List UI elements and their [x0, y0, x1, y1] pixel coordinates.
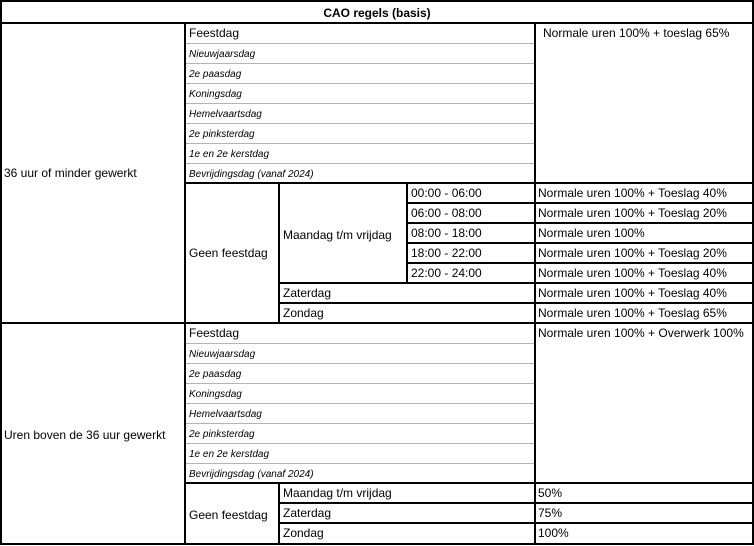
row-divider	[278, 522, 754, 524]
weekday-label: Maandag t/m vrijdag	[283, 228, 392, 242]
holiday-separator	[186, 383, 534, 384]
holiday-separator	[186, 463, 534, 464]
holiday-item: Hemelvaartsdag	[189, 409, 262, 420]
row-divider	[406, 242, 754, 244]
holiday-item: Koningsdag	[189, 89, 242, 100]
holiday-separator	[186, 363, 534, 364]
table-border-left	[0, 0, 2, 545]
holiday-separator	[186, 403, 534, 404]
weekday-rule: 50%	[538, 486, 563, 500]
row-divider	[278, 282, 754, 284]
time-slot: 06:00 - 08:00	[411, 206, 482, 220]
holiday-item: Hemelvaartsdag	[189, 109, 262, 120]
saturday-label: Zaterdag	[283, 506, 332, 520]
sunday-label: Zondag	[283, 306, 324, 320]
slot-rule: Normale uren 100%	[538, 226, 645, 240]
row-divider	[278, 302, 754, 304]
non-holiday-label: Geen feestdag	[189, 508, 268, 522]
row-divider	[278, 502, 754, 504]
holiday-item: 2e pinksterdag	[189, 429, 255, 440]
holiday-item: 1e en 2e kerstdag	[189, 149, 270, 160]
col-divider-time	[406, 182, 408, 282]
row-divider	[184, 482, 754, 484]
col-divider-rule	[534, 322, 536, 544]
row-divider	[184, 182, 536, 184]
holiday-separator	[186, 343, 534, 344]
holiday-separator	[186, 103, 534, 104]
holiday-separator	[186, 423, 534, 424]
holiday-separator	[186, 143, 534, 144]
col-divider-non-holiday	[278, 182, 280, 322]
saturday-rule: 75%	[538, 506, 563, 520]
sunday-rule: Normale uren 100% + Toeslag 65%	[538, 306, 727, 320]
time-slot: 08:00 - 18:00	[411, 226, 482, 240]
table-title: CAO regels (basis)	[323, 6, 431, 20]
sunday-rule: 100%	[538, 526, 569, 540]
holiday-item: Koningsdag	[189, 389, 242, 400]
slot-rule: Normale uren 100% + Toeslag 40%	[538, 186, 727, 200]
col-divider-non-holiday	[278, 482, 280, 544]
holiday-separator	[186, 443, 534, 444]
table-border-top	[0, 0, 754, 2]
sunday-label: Zondag	[283, 526, 324, 540]
holiday-header: Feestdag	[189, 326, 240, 340]
slot-rule: Normale uren 100% + Toeslag 20%	[538, 246, 727, 260]
holiday-item: 1e en 2e kerstdag	[189, 449, 270, 460]
time-slot: 22:00 - 24:00	[411, 266, 482, 280]
row-divider	[534, 182, 754, 184]
holiday-item: Nieuwjaarsdag	[189, 49, 256, 60]
holiday-separator	[186, 83, 534, 84]
slot-rule: Normale uren 100% + Toeslag 20%	[538, 206, 727, 220]
row-divider	[406, 262, 754, 264]
holiday-header: Feestdag	[189, 26, 240, 40]
section-label-36-or-less: 36 uur of minder gewerkt	[4, 166, 137, 180]
saturday-label: Zaterdag	[283, 286, 332, 300]
section-divider	[0, 322, 754, 324]
col-divider-rule	[534, 22, 536, 322]
holiday-separator	[186, 43, 534, 44]
header-divider	[0, 22, 754, 24]
time-slot: 18:00 - 22:00	[411, 246, 482, 260]
holiday-item: Bevrijdingsdag (vanaf 2024)	[189, 469, 314, 480]
holiday-separator	[186, 123, 534, 124]
holiday-item: 2e pinksterdag	[189, 129, 255, 140]
holiday-rule: Normale uren 100% + toeslag 65%	[543, 26, 730, 40]
holiday-item: Bevrijdingsdag (vanaf 2024)	[189, 169, 314, 180]
non-holiday-label: Geen feestdag	[189, 246, 268, 260]
holiday-separator	[186, 63, 534, 64]
weekday-label: Maandag t/m vrijdag	[283, 486, 392, 500]
row-divider	[406, 202, 754, 204]
col-divider-label	[184, 22, 186, 544]
time-slot: 00:00 - 06:00	[411, 186, 482, 200]
holiday-item: 2e paasdag	[189, 369, 242, 380]
holiday-separator	[186, 163, 534, 164]
holiday-item: Nieuwjaarsdag	[189, 349, 256, 360]
holiday-rule: Normale uren 100% + Overwerk 100%	[538, 326, 744, 340]
saturday-rule: Normale uren 100% + Toeslag 40%	[538, 286, 727, 300]
slot-rule: Normale uren 100% + Toeslag 40%	[538, 266, 727, 280]
holiday-item: 2e paasdag	[189, 69, 242, 80]
row-divider	[406, 222, 754, 224]
section-label-above-36: Uren boven de 36 uur gewerkt	[4, 428, 166, 442]
table-border-bottom	[0, 543, 754, 545]
